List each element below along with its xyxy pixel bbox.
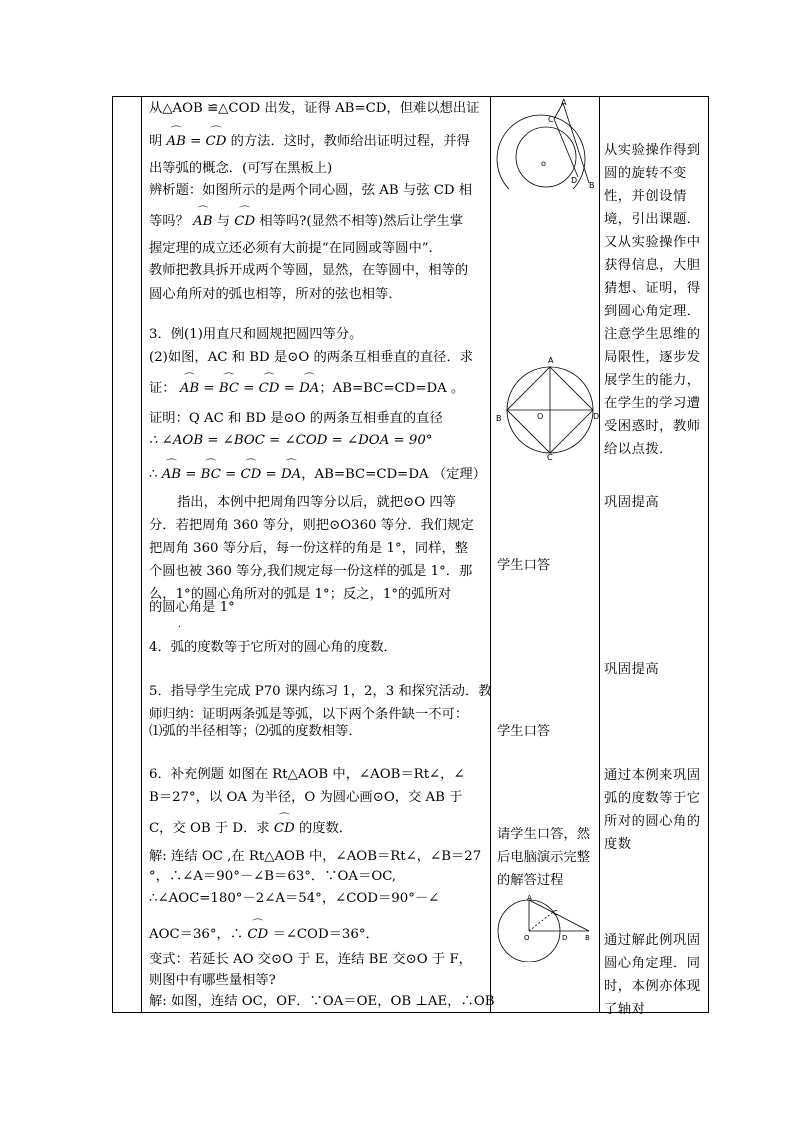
arc-symbol: ⌒ AB: [162, 463, 181, 486]
table-column-divider: [141, 96, 142, 1012]
text-line: 从△AOB ≌△COD 出发，证得 AB=CD，但难以想出证: [149, 101, 480, 116]
arc-symbol: ⌒ CD: [206, 130, 227, 153]
text-line: 个圆也被 360 等分,我们规定每一份这样的弧是 1°．那: [149, 564, 473, 579]
figure-concentric-circles: [494, 97, 598, 189]
label-A: A: [561, 98, 567, 107]
text-line: 分．若把周角 360 等分，则把⊙O360 等分．我们规定: [149, 518, 474, 533]
text-line: 教师把教具拆开成两个等圆，显然，在等圆中，相等的: [149, 263, 469, 278]
label-C: C: [548, 115, 554, 124]
arc-symbol: ⌒ BC: [219, 377, 239, 400]
text-line: 明 ⌒ AB = ⌒ CD 的方法．这时，教师给出证明过程，并得: [149, 130, 487, 153]
arc-symbol: ⌒ CD: [247, 923, 268, 946]
arc-symbol: ⌒ CD: [259, 377, 280, 400]
text-line: 5．指导学生完成 P70 课内练习 1，2，3 和探究活动．教: [149, 684, 492, 699]
arc-symbol: ⌒ CD: [240, 463, 261, 486]
text-line: 解: 如图，连结 OC，OF．∵OA＝OE，OB ⊥AE，∴OB: [149, 994, 495, 1009]
text-line: 辨析题：如图所示的是两个同心圆，弦 AB 与弦 CD 相: [149, 183, 473, 198]
arc-symbol: ⌒ AB: [180, 377, 199, 400]
arc-symbol: ⌒ AB: [167, 130, 186, 153]
table-border-right: [708, 96, 709, 1012]
arc-symbol: ⌒ BC: [201, 463, 221, 486]
label-B: B: [589, 181, 595, 189]
arc-symbol: ⌒ DA: [299, 377, 319, 400]
note-text: 请学生口答，然后电脑演示完整的解答过程: [497, 827, 591, 888]
teaching-note: 通过解此例巩固圆心角定理．同时，本例亦体现了轴对: [604, 933, 701, 1017]
note-text: 学生口答: [497, 724, 551, 739]
text-line: 等吗？ ⌒ AB 与 ⌒ CD 相等吗?(显然不相等)然后让学生掌: [149, 210, 487, 233]
label-B: B: [496, 414, 502, 423]
arc-symbol: ⌒ DA: [281, 463, 301, 486]
text-line: 么，1°的圆心角所对的弧是 1°；反之，1°的弧所对: [149, 587, 452, 602]
arc-symbol: ⌒ CD: [234, 210, 255, 233]
text-line: 解: 连结 OC ,在 Rt△AOB 中，∠AOB＝Rt∠，∠B＝27: [149, 849, 482, 864]
text-line: 证： ⌒ AB = ⌒ BC = ⌒ CD = ⌒ DA；AB=BC=CD=DA 。: [149, 377, 487, 400]
label-A: A: [527, 894, 532, 902]
label-D: D: [562, 934, 568, 942]
note-text: 学生口答: [497, 558, 551, 573]
arc-symbol: ⌒ AB: [193, 210, 212, 233]
figure-inscribed-square: [494, 352, 600, 460]
label-D: D: [593, 412, 600, 421]
text-line: 的圆心角是 1°: [149, 600, 235, 615]
text-line: 出等弧的概念．(可写在黑板上): [149, 161, 333, 176]
stray-dot: .: [178, 620, 181, 630]
text-line: ∴∠AOC=180°－2∠A＝54°，∠COD＝90°－∠: [149, 891, 440, 906]
text-line: 握定理的成立还必须有大前提“在同圆或等圆中”.: [149, 241, 433, 256]
text-line: 圆心角所对的弧也相等，所对的弦也相等．: [149, 287, 402, 302]
label-C: C: [553, 909, 558, 917]
text-line: 变式：若延长 AO 交⊙O 于 E，连结 BE 交⊙O 于 F，: [149, 952, 472, 967]
figure-right-triangle-circle: [494, 892, 598, 962]
teaching-note: 通过本例来巩固弧的度数等于它所对的圆心角的度数: [604, 768, 701, 852]
label-B: B: [585, 934, 590, 942]
label-A: A: [548, 356, 554, 365]
text-line: AOC＝36°，∴ ⌒ CD ＝∠COD＝36°．: [149, 923, 487, 946]
teaching-note: 巩固提高: [604, 495, 660, 510]
label-O: O: [524, 934, 530, 942]
arc-symbol: ⌒ CD: [274, 817, 295, 840]
text-line: 3．例(1)用直尺和圆规把圆四等分。: [149, 327, 363, 342]
teaching-note: 从实验操作得到圆的旋转不变性，并创设情境，引出课题．又从实验操作中获得信息，大胆猜想、证明，得到圆心角定理．注意学生思维的局限性，逐步发展学生的能力，在学生的学习遭受困惑时，教师给以点拨．: [604, 143, 701, 457]
teaching-note: 巩固提高: [604, 662, 660, 677]
text-line: B＝27°，以 OA 为半径，O 为圆心画⊙O，交 AB 于: [149, 790, 463, 805]
text-line: C，交 OB 于 D．求 ⌒ CD 的度数．: [149, 817, 487, 840]
text-line: 证明：Q AC 和 BD 是⊙O 的两条互相垂直的直径: [149, 411, 443, 426]
label-C: C: [547, 453, 553, 460]
text-line: 4．弧的度数等于它所对的圆心角的度数．: [149, 640, 397, 655]
text-line: ∴ ⌒ AB = ⌒ BC = ⌒ CD = ⌒ DA，AB=BC=CD=DA （定理）: [149, 463, 487, 486]
text-line: °，∴∠A＝90°－∠B＝63°．∵OA＝OC,: [149, 869, 397, 884]
label-D: D: [571, 176, 578, 185]
text-line: 指出，本例中把周角四等分以后，就把⊙O 四等: [177, 495, 456, 510]
text-line: 则图中有哪些量相等?: [149, 973, 276, 988]
text-line: ∴ ∠AOB = ∠BOC = ∠COD = ∠DOA = 90°: [149, 433, 433, 448]
text-line: (2)如图，AC 和 BD 是⊙O 的两条互相垂直的直径．求: [149, 350, 474, 365]
text-line: 师归纳：证明两条弧是等弧，以下两个条件缺一不可：: [149, 707, 469, 722]
text-line: 把周角 360 等分后，每一份这样的角是 1°，同样，整: [149, 541, 469, 556]
text-line: ⑴弧的半径相等；⑵弧的度数相等．: [149, 724, 362, 739]
label-O: O: [537, 412, 544, 421]
table-column-divider: [490, 96, 491, 1012]
table-column-divider: [599, 96, 600, 1012]
text-line: 6．补充例题 如图在 Rt△AOB 中，∠AOB＝Rt∠，∠: [149, 767, 465, 782]
table-border-left: [112, 96, 113, 1012]
label-O: o: [541, 159, 546, 168]
